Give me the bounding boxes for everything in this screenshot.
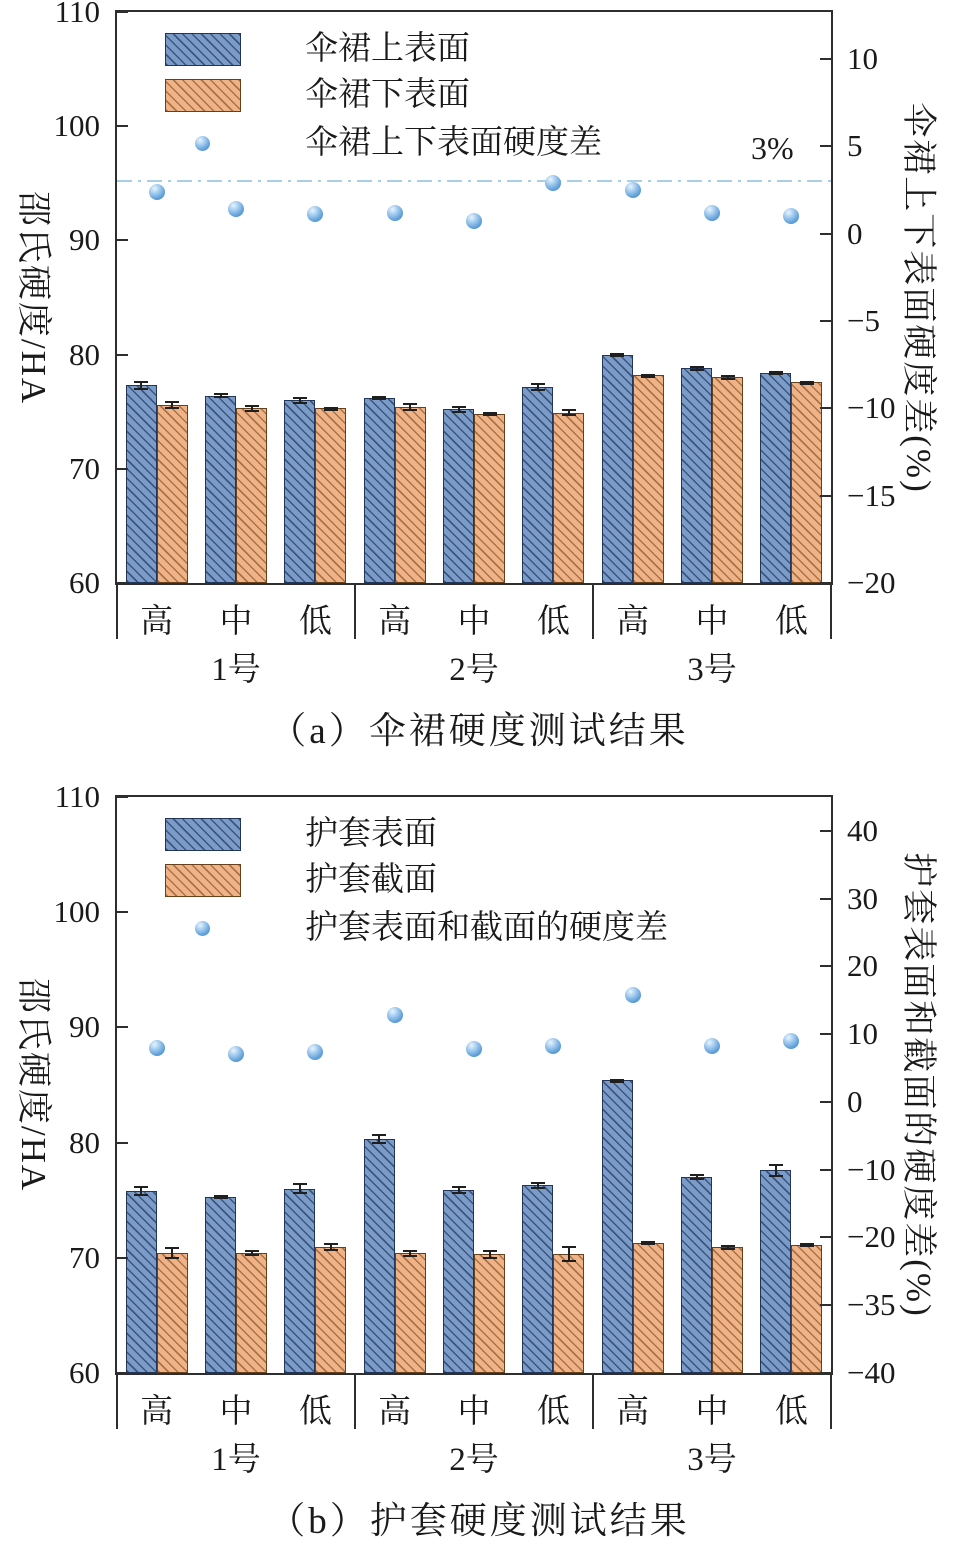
group-divider	[116, 585, 118, 639]
x-category-label: 低	[298, 1394, 332, 1430]
error-bar-blue-5	[452, 406, 466, 413]
error-bar-orange-7	[641, 374, 655, 378]
error-stem	[616, 353, 618, 357]
plot-area	[115, 10, 833, 585]
bar-blue-7	[602, 1080, 633, 1373]
diff-dot-9	[783, 208, 799, 224]
group-divider	[354, 585, 356, 639]
right-axis-tick	[820, 320, 831, 322]
diff-dot-8	[704, 205, 720, 221]
error-bar-orange-3	[324, 407, 338, 411]
error-bar-orange-4	[403, 403, 417, 411]
right-axis-tick	[820, 1169, 831, 1171]
error-stem	[171, 1247, 173, 1259]
right-axis-tick-label: 5	[847, 128, 863, 164]
error-bar-orange-1	[165, 1247, 179, 1259]
error-bar-orange-4	[403, 1250, 417, 1257]
diff-dot-8	[704, 1038, 720, 1054]
x-category-label: 高	[140, 1394, 174, 1430]
x-group-label: 2号	[449, 1442, 499, 1478]
bar-blue-7	[602, 355, 633, 583]
diff-dot-5	[466, 1041, 482, 1057]
left-axis-title: 邵氏硬度/HA	[14, 190, 53, 406]
left-axis-tick-label: 80	[69, 1124, 100, 1160]
group-divider	[830, 585, 832, 639]
x-category-label: 高	[378, 1394, 412, 1430]
error-stem	[140, 1186, 142, 1195]
error-stem	[616, 1079, 618, 1083]
error-stem	[299, 1183, 301, 1195]
bar-orange-6	[553, 1254, 584, 1373]
right-axis-tick	[820, 1101, 831, 1103]
error-bar-orange-1	[165, 401, 179, 409]
diff-dot-9	[783, 1033, 799, 1049]
error-stem	[806, 381, 808, 385]
error-stem	[696, 1174, 698, 1180]
error-bar-blue-4	[372, 396, 386, 400]
diff-dot-6	[545, 175, 561, 191]
error-stem	[647, 1241, 649, 1246]
bar-blue-1	[126, 385, 157, 583]
bar-orange-4	[395, 1253, 426, 1373]
error-stem	[220, 1195, 222, 1199]
legend-label: 护套表面	[305, 816, 437, 852]
error-bar-blue-7	[610, 1079, 624, 1083]
right-axis-tick	[820, 407, 831, 409]
x-group-labels	[0, 1438, 958, 1482]
right-axis-tick	[820, 582, 831, 584]
error-bar-blue-6	[531, 1182, 545, 1189]
group-divider	[592, 1375, 594, 1429]
error-bar-orange-2	[245, 405, 259, 412]
left-axis-title: 邵氏硬度/HA	[14, 977, 53, 1193]
error-bar-orange-5	[483, 412, 497, 416]
bar-blue-5	[443, 409, 474, 583]
bar-blue-6	[522, 387, 553, 583]
error-bar-blue-5	[452, 1186, 466, 1194]
error-stem	[299, 397, 301, 404]
bar-blue-4	[364, 398, 395, 583]
bar-orange-1	[157, 405, 188, 583]
error-bar-orange-3	[324, 1243, 338, 1251]
bar-orange-7	[633, 1243, 664, 1373]
error-stem	[378, 396, 380, 400]
diff-dot-5	[466, 213, 482, 229]
error-stem	[727, 375, 729, 381]
diff-dot-4	[387, 205, 403, 221]
right-axis-tick-label: −20	[847, 1219, 896, 1255]
right-axis-tick-label: 40	[847, 812, 878, 848]
bar-orange-8	[712, 377, 743, 583]
left-axis-tick-label: 100	[53, 108, 100, 144]
x-category-label: 高	[378, 604, 412, 640]
group-divider	[592, 585, 594, 639]
error-stem	[806, 1243, 808, 1247]
left-axis-tick	[117, 911, 128, 913]
x-group-label: 1号	[211, 1442, 261, 1478]
error-stem	[568, 409, 570, 416]
left-axis-tick	[117, 1257, 128, 1259]
error-stem	[409, 1250, 411, 1257]
left-axis-tick-label: 70	[69, 450, 100, 486]
error-stem	[775, 1164, 777, 1177]
diff-dot-7	[625, 182, 641, 198]
bar-orange-2	[236, 1253, 267, 1373]
x-category-label: 低	[774, 1394, 808, 1430]
right-axis-tick-label: −40	[847, 1355, 896, 1390]
left-axis-tick-label: 90	[69, 1009, 100, 1045]
group-divider	[354, 1375, 356, 1429]
left-axis-tick	[117, 125, 128, 127]
right-axis-tick	[820, 1033, 831, 1035]
error-bar-blue-6	[531, 383, 545, 391]
x-group-labels	[0, 648, 958, 692]
right-axis-tick-label: −15	[847, 477, 896, 513]
right-axis-tick-label: 30	[847, 880, 878, 916]
group-divider	[116, 1375, 118, 1429]
legend-label: 伞裙上表面	[305, 31, 470, 67]
bar-orange-3	[315, 408, 346, 583]
error-stem	[171, 401, 173, 409]
error-bar-blue-3	[293, 397, 307, 404]
bar-orange-5	[474, 1254, 505, 1373]
left-axis-tick-label: 100	[53, 894, 100, 930]
x-category-label: 低	[298, 604, 332, 640]
bar-orange-3	[315, 1247, 346, 1373]
error-bar-orange-6	[562, 1246, 576, 1262]
right-axis-tick-label: −5	[847, 302, 880, 338]
left-axis-tick	[117, 582, 128, 584]
bar-orange-9	[791, 1245, 822, 1373]
legend-label: 护套表面和截面的硬度差	[305, 910, 668, 946]
right-axis-tick-label: 0	[847, 215, 863, 251]
reference-line-label: 3%	[751, 130, 794, 167]
x-group-label: 3号	[687, 652, 737, 688]
right-axis-tick	[820, 1372, 831, 1374]
left-axis-tick	[117, 468, 128, 470]
right-axis-tick	[820, 495, 831, 497]
x-category-label: 中	[457, 1394, 491, 1430]
x-category-label: 低	[774, 604, 808, 640]
bar-blue-9	[760, 373, 791, 583]
left-axis-tick-label: 90	[69, 222, 100, 258]
right-axis-tick	[820, 58, 831, 60]
x-group-label: 2号	[449, 652, 499, 688]
right-axis-tick-label: −10	[847, 390, 896, 426]
left-axis-tick	[117, 1026, 128, 1028]
error-bar-blue-9	[769, 1164, 783, 1177]
x-category-label: 高	[616, 1394, 650, 1430]
group-divider	[830, 1375, 832, 1429]
x-category-label: 中	[457, 604, 491, 640]
left-axis-tick	[117, 11, 128, 13]
error-stem	[409, 403, 411, 411]
error-bar-blue-3	[293, 1183, 307, 1195]
left-axis-tick-label: 60	[69, 1355, 100, 1390]
diff-dot-3	[307, 1044, 323, 1060]
reference-line-3pct	[117, 180, 831, 182]
right-axis-tick	[820, 145, 831, 147]
left-axis-tick	[117, 239, 128, 241]
left-axis-tick-label: 110	[54, 0, 100, 29]
x-category-label: 中	[219, 1394, 253, 1430]
caption-b: （b）护套硬度测试结果	[268, 1501, 690, 1542]
left-axis-tick-label: 110	[54, 779, 100, 814]
plot-area	[115, 795, 833, 1375]
bar-blue-2	[205, 396, 236, 583]
diff-dot-7	[625, 987, 641, 1003]
error-stem	[458, 1186, 460, 1194]
error-bar-blue-8	[690, 366, 704, 371]
diff-dot-2	[228, 1046, 244, 1062]
error-stem	[330, 407, 332, 411]
bar-orange-8	[712, 1247, 743, 1373]
error-bar-blue-9	[769, 371, 783, 375]
error-stem	[647, 374, 649, 378]
error-bar-orange-5	[483, 1250, 497, 1259]
error-stem	[458, 406, 460, 413]
diff-dot-1	[149, 1040, 165, 1056]
error-stem	[537, 1182, 539, 1189]
x-category-label: 低	[536, 604, 570, 640]
error-bar-orange-9	[800, 381, 814, 385]
left-axis-tick-label: 60	[69, 565, 100, 600]
bar-orange-4	[395, 407, 426, 583]
error-bar-orange-8	[721, 375, 735, 381]
error-bar-blue-4	[372, 1134, 386, 1144]
error-stem	[696, 366, 698, 371]
error-stem	[489, 412, 491, 416]
legend-label: 护套截面	[305, 862, 437, 898]
bar-blue-3	[284, 400, 315, 583]
error-bar-blue-1	[134, 381, 148, 390]
error-stem	[537, 383, 539, 391]
right-axis-tick	[820, 233, 831, 235]
bar-blue-5	[443, 1190, 474, 1373]
right-axis-tick-label: 20	[847, 948, 878, 984]
left-axis-tick-label: 70	[69, 1239, 100, 1275]
x-category-label: 高	[140, 604, 174, 640]
right-axis-tick-label: −20	[847, 565, 896, 600]
error-bar-blue-1	[134, 1186, 148, 1195]
error-stem	[568, 1246, 570, 1262]
x-category-label: 中	[695, 1394, 729, 1430]
error-stem	[220, 393, 222, 398]
left-axis-tick-label: 80	[69, 336, 100, 372]
bar-blue-2	[205, 1197, 236, 1373]
error-bar-orange-8	[721, 1245, 735, 1250]
error-stem	[378, 1134, 380, 1144]
left-axis-tick	[117, 796, 128, 798]
caption-a: （a）伞裙硬度测试结果	[269, 711, 689, 752]
left-axis-tick	[117, 354, 128, 356]
error-bar-blue-2	[214, 393, 228, 398]
right-axis-tick-label: −35	[847, 1287, 896, 1323]
diff-dot-2	[228, 201, 244, 217]
error-bar-blue-2	[214, 1195, 228, 1199]
error-stem	[489, 1250, 491, 1259]
bar-orange-9	[791, 382, 822, 583]
bar-blue-8	[681, 368, 712, 583]
error-stem	[251, 1250, 253, 1256]
error-bar-orange-2	[245, 1250, 259, 1256]
x-category-labels	[0, 1391, 958, 1433]
right-axis-tick-label: 0	[847, 1083, 863, 1119]
error-stem	[140, 381, 142, 390]
bar-orange-7	[633, 375, 664, 583]
right-axis-tick	[820, 1304, 831, 1306]
diff-dot-4	[387, 1007, 403, 1023]
right-axis-tick	[820, 830, 831, 832]
chart-b-sheath-hardness	[0, 779, 958, 1542]
x-category-label: 高	[616, 604, 650, 640]
error-bar-orange-6	[562, 409, 576, 416]
right-axis-tick	[820, 1236, 831, 1238]
bar-blue-6	[522, 1185, 553, 1373]
bar-blue-8	[681, 1177, 712, 1373]
bar-blue-1	[126, 1191, 157, 1373]
right-axis-tick-label: 10	[847, 1016, 878, 1052]
legend-label: 伞裙上下表面硬度差	[305, 125, 602, 161]
right-axis-title: 伞裙上下表面硬度差(%)	[899, 102, 938, 494]
bar-orange-2	[236, 408, 267, 583]
left-axis-tick	[117, 1142, 128, 1144]
diff-dot-6	[545, 1038, 561, 1054]
error-bar-blue-8	[690, 1174, 704, 1180]
bar-orange-1	[157, 1253, 188, 1373]
right-axis-tick	[820, 965, 831, 967]
x-category-label: 中	[695, 604, 729, 640]
right-axis-title: 护套表面和截面的硬度差(%)	[899, 852, 938, 1318]
diff-dot-3	[307, 206, 323, 222]
bar-orange-5	[474, 414, 505, 583]
x-group-label: 1号	[211, 652, 261, 688]
x-category-label: 低	[536, 1394, 570, 1430]
error-stem	[727, 1245, 729, 1250]
right-axis-tick-label: −10	[847, 1151, 896, 1187]
error-bar-orange-9	[800, 1243, 814, 1247]
bar-blue-3	[284, 1189, 315, 1373]
error-stem	[251, 405, 253, 412]
error-bar-blue-7	[610, 353, 624, 357]
bar-orange-6	[553, 413, 584, 583]
error-stem	[775, 371, 777, 375]
bar-blue-9	[760, 1170, 791, 1373]
right-axis-tick-label: 10	[847, 40, 878, 76]
left-axis-tick	[117, 1372, 128, 1374]
bar-blue-4	[364, 1139, 395, 1373]
legend-label: 伞裙下表面	[305, 77, 470, 113]
x-group-label: 3号	[687, 1442, 737, 1478]
error-stem	[330, 1243, 332, 1251]
x-category-label: 中	[219, 604, 253, 640]
diff-dot-1	[149, 184, 165, 200]
x-category-labels	[0, 601, 958, 643]
error-bar-orange-7	[641, 1241, 655, 1246]
right-axis-tick	[820, 898, 831, 900]
